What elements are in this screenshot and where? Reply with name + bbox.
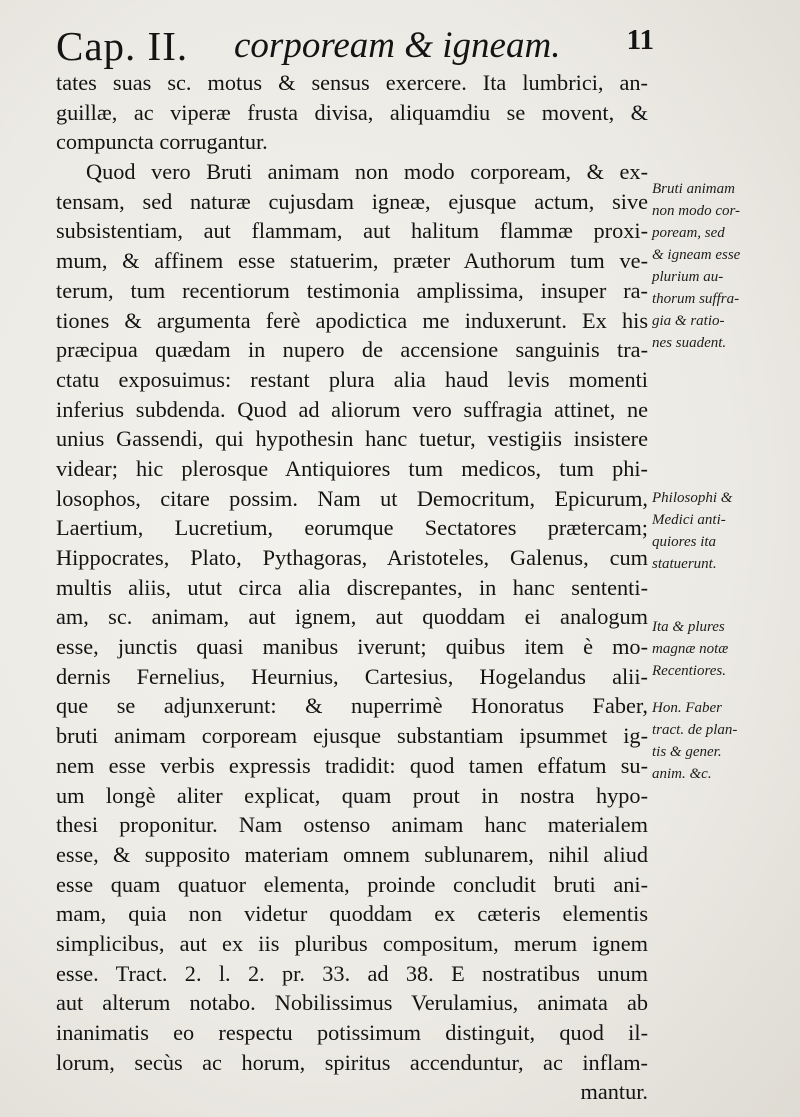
text-line: guillæ, ac viperæ frusta divisa, aliquamdiu se movent, &: [56, 99, 648, 125]
chapter-label: Cap. II.: [56, 23, 189, 69]
text-line: Hippocrates, Plato, Pythagoras, Aristoteles, Galenus, cum: [56, 545, 648, 570]
marginal-note-line: magnæ notæ: [652, 641, 729, 657]
text-line: am, sc. animam, aut ignem, aut quoddam ei analogum: [56, 604, 648, 630]
marginal-note-line: plurium au-: [652, 269, 724, 285]
text-line: mum, & affinem esse statuerim, præter Authorum tum ve-: [56, 248, 648, 274]
text-line: dernis Fernelius, Heurnius, Cartesius, Hogelandus alii-: [56, 663, 648, 689]
text-line: mam, quia non videtur quoddam ex cæteris elementis: [56, 901, 648, 927]
text-line: ctatu exposuimus: restant plura alia haud levis momenti: [56, 366, 648, 392]
marginal-note-2: [652, 487, 796, 575]
text-line: terum, tum recentiorum testimonia amplissima, insuper ra-: [56, 277, 648, 303]
text-line: losophos, citare possim. Nam ut Democritum, Epicurum,: [56, 485, 648, 511]
text-line: Laertium, Lucretium, eorumque Sectatores prætercam;: [56, 515, 648, 541]
marginal-note-line: & igneam esse: [652, 247, 741, 263]
text-line: unius Gassendi, qui hypothesin hanc tuetur, vestigiis insistere: [56, 426, 648, 452]
marginal-note-line: poream, sed: [652, 225, 725, 241]
text-line: videar; hic plerosque Antiquiores tum medicos, tum phi-: [56, 455, 648, 481]
marginal-note-line: Bruti animam: [652, 181, 735, 197]
page-number: 11: [626, 24, 654, 56]
marginal-note-line: Philosophi &: [652, 490, 733, 506]
text-line: tensam, sed naturæ cujusdam igneæ, ejusque actum, sive: [56, 188, 648, 214]
running-title: corpoream & igneam.: [234, 25, 561, 66]
text-line: um longè aliter explicat, quam prout in nostra hypo-: [56, 782, 648, 808]
text-line: simplicibus, aut ex iis pluribus compositum, merum ignem: [56, 930, 648, 956]
marginal-note-line: tract. de plan-: [652, 722, 738, 738]
text-line: que se adjunxerunt: & nuperrimè Honoratus Faber,: [56, 693, 648, 719]
text-line: mantur.: [580, 1079, 648, 1105]
marginal-note-line: tis & gener.: [652, 744, 722, 760]
marginal-note-line: Medici anti-: [652, 512, 726, 528]
text-line: compuncta corrugantur.: [56, 129, 268, 155]
main-text-block: [56, 68, 648, 1107]
text-line: bruti animam corpoream ejusque substantiam ipsummet ig-: [56, 723, 648, 749]
text-line: esse, junctis quasi manibus iverunt; quibus item è mo-: [56, 634, 648, 660]
marginal-note-line: anim. &c.: [652, 766, 712, 782]
text-line: Quod vero Bruti animam non modo corpoream, & ex-: [86, 159, 648, 185]
marginal-note-line: Recentiores.: [652, 663, 726, 679]
marginal-note-line: non modo cor-: [652, 203, 741, 219]
marginal-note-line: statuerunt.: [652, 556, 717, 572]
text-line: præcipua quædam in nupero de accensione sanguinis tra-: [56, 337, 648, 363]
marginal-note-line: quiores ita: [652, 534, 717, 550]
text-line: esse. Tract. 2. l. 2. pr. 33. ad 38. E nostratibus unum: [56, 960, 648, 986]
marginal-note-line: gia & ratio-: [652, 313, 725, 329]
marginal-note-4: [652, 697, 796, 785]
text-line: aut alterum notabo. Nobilissimus Verulamius, animata ab: [56, 990, 648, 1016]
text-line: inferius subdenda. Quod ad aliorum vero suffragia attinet, ne: [56, 396, 648, 422]
text-line: nem esse verbis expressis tradidit: quod tamen effatum su-: [56, 752, 648, 778]
marginal-note-3: [652, 616, 796, 682]
text-line: tiones & argumenta ferè apodictica me induxerunt. Ex his: [56, 307, 648, 333]
marginal-note-line: thorum suffra-: [652, 291, 740, 307]
marginal-note-line: Ita & plures: [652, 619, 725, 635]
text-line: esse, & supposito materiam omnem sublunarem, nihil aliud: [56, 841, 648, 867]
text-line: inanimatis eo respectu potissimum distinguit, quod il-: [56, 1020, 648, 1045]
text-line: tates suas sc. motus & sensus exercere. Ita lumbrici, an-: [56, 70, 648, 95]
text-line: esse quam quatuor elementa, proinde concludit bruti ani-: [56, 871, 648, 897]
text-line: subsistentiam, aut flammam, aut halitum flammæ proxi-: [56, 218, 648, 244]
marginal-note-line: nes suadent.: [652, 335, 727, 351]
text-line: multis aliis, utut circa alia discrepantes, in hanc sententi-: [56, 574, 648, 600]
text-line: lorum, secùs ac horum, spiritus accenduntur, ac inflam-: [56, 1049, 648, 1075]
text-line: thesi proponitur. Nam ostenso animam hanc materialem: [56, 812, 648, 838]
marginal-note-1: [652, 178, 796, 354]
marginal-note-line: Hon. Faber: [652, 700, 722, 716]
